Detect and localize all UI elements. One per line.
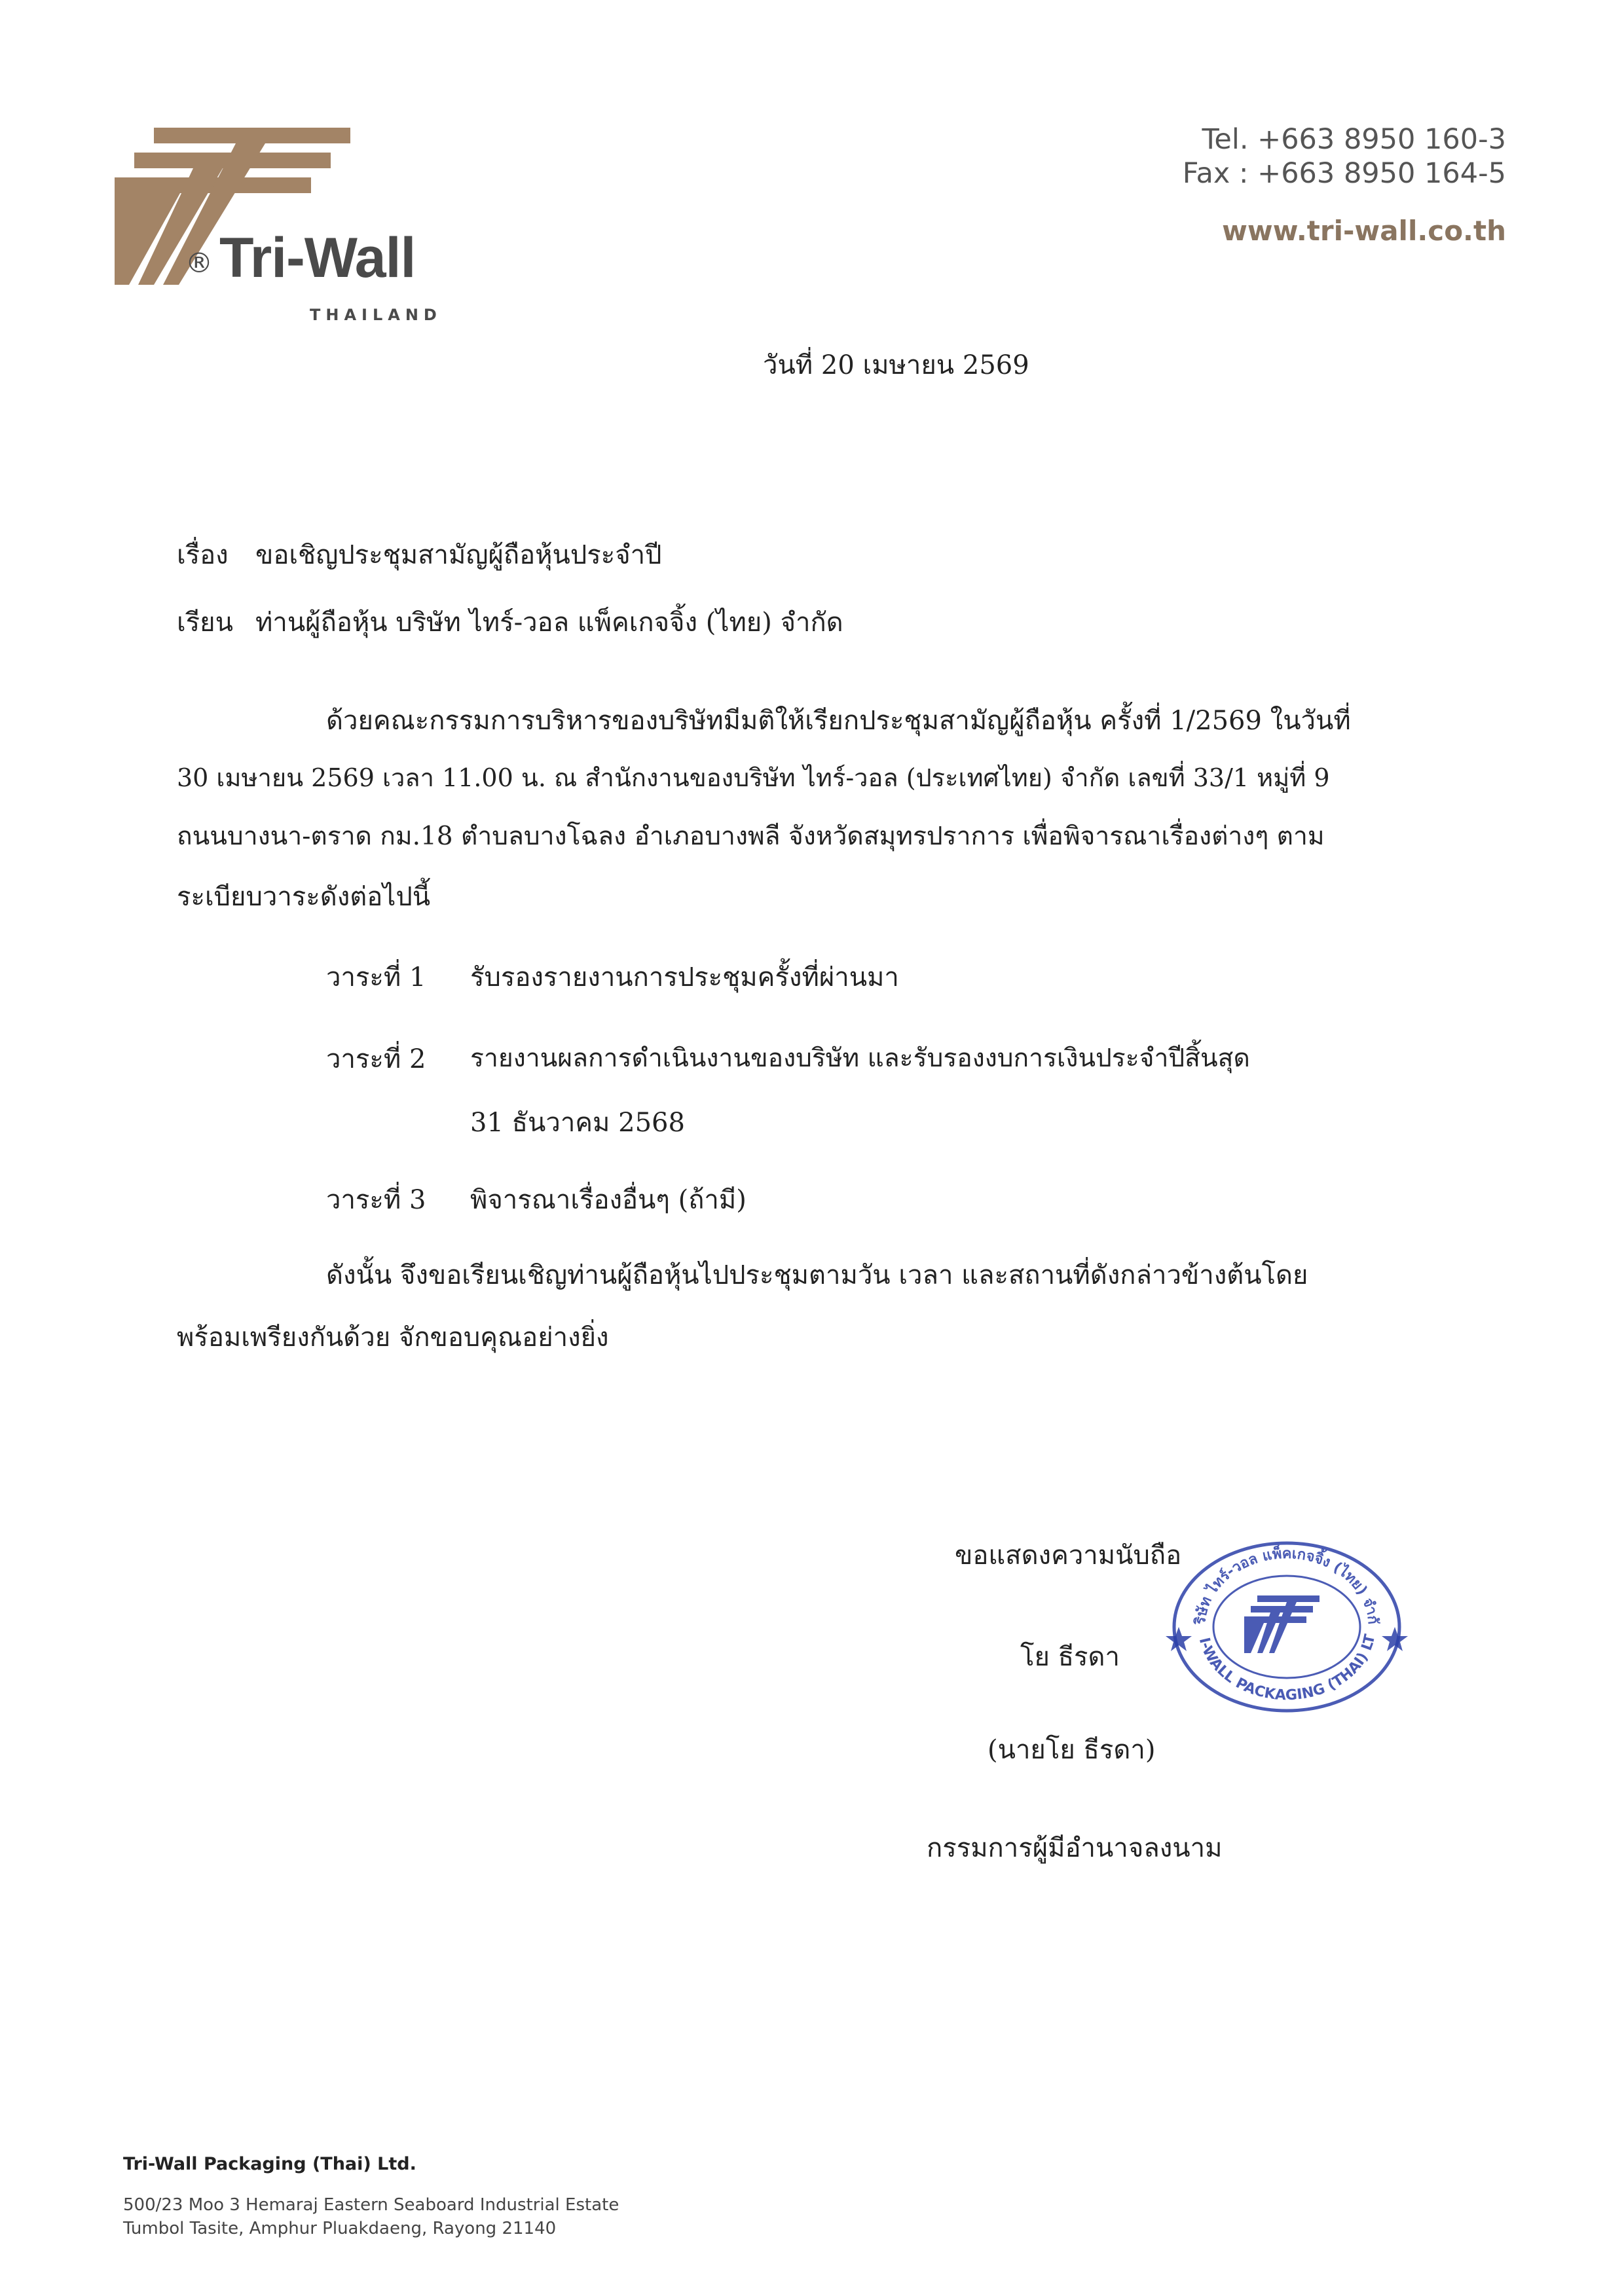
registered-mark: ® xyxy=(185,247,213,279)
subject-text: ขอเชิญประชุมสามัญผู้ถือหุ้นประจำปี xyxy=(255,540,662,570)
agenda-label-1: วาระที่ 1 xyxy=(326,962,426,993)
agenda-text-3: พิจารณาเรื่องอื่นๆ (ถ้ามี) xyxy=(470,1185,747,1215)
signed-name: โย ธีรดา xyxy=(1020,1642,1120,1672)
letter-date: วันที่ 20 เมษายน 2569 xyxy=(763,350,1029,380)
stamp-english-text: I-WALL PACKAGING (THAI) LT xyxy=(1195,1633,1379,1704)
agenda-label-2: วาระที่ 2 xyxy=(326,1044,426,1074)
recipient-text: ท่านผู้ถือหุ้น บริษัท ไทร์-วอล แพ็คเกจจิ้ง (ไทย) จำกัด xyxy=(255,608,843,638)
agenda-label-3: วาระที่ 3 xyxy=(326,1185,426,1215)
footer-address-line-1: 500/23 Moo 3 Hemaraj Eastern Seaboard Industrial Estate xyxy=(123,2195,619,2215)
logo-country: THAILAND xyxy=(310,306,442,324)
agenda-text-1: รับรองรายงานการประชุมครั้งที่ผ่านมา xyxy=(470,962,899,993)
company-stamp xyxy=(1159,1522,1414,1719)
closing-line-2: พร้อมเพรียงกันด้วย จักขอบคุณอย่างยิ่ง xyxy=(177,1322,609,1353)
intro-line-4: ระเบียบวาระดังต่อไปนี้ xyxy=(177,882,431,912)
stamp-seal xyxy=(1159,1522,1414,1719)
agenda-text-2: รายงานผลการดำเนินงานของบริษัท และรับรองงบการเงินประจำปีสิ้นสุด xyxy=(470,1044,1250,1073)
subject-label: เรื่อง xyxy=(177,540,229,570)
fax-number: Fax : +663 8950 164-5 xyxy=(1182,157,1506,190)
regards-text: ขอแสดงความนับถือ xyxy=(955,1540,1182,1571)
footer-company: Tri-Wall Packaging (Thai) Ltd. xyxy=(123,2154,416,2174)
intro-line-3: ถนนบางนา-ตราด กม.18 ตำบลบางโฉลง อำเภอบางพลี จังหวัดสมุทรปราการ เพื่อพิจารณาเรื่องต่างๆ ตาม xyxy=(177,822,1325,851)
full-name: (นายโย ธีรดา) xyxy=(987,1735,1156,1765)
website-link[interactable]: www.tri-wall.co.th xyxy=(1222,215,1506,247)
intro-line-1: ด้วยคณะกรรมการบริหารของบริษัทมีมติให้เรียกประชุมสามัญผู้ถือหุ้น ครั้งที่ 1/2569 ในวันที่ xyxy=(326,706,1351,736)
tel-number: Tel. +663 8950 160-3 xyxy=(1202,123,1506,156)
stamp-thai-text: ริษัท ไทร์-วอล แพ็คเกจจิ้ง (ไทย) จำกั xyxy=(1192,1545,1382,1626)
agenda-text-2-cont: 31 ธันวาคม 2568 xyxy=(470,1108,685,1138)
recipient-label: เรียน xyxy=(177,608,233,638)
logo-name: Tri-Wall xyxy=(219,227,416,289)
footer-address-line-2: Tumbol Tasite, Amphur Pluakdaeng, Rayong 21140 xyxy=(123,2219,557,2238)
closing-line-1: ดังนั้น จึงขอเรียนเชิญท่านผู้ถือหุ้นไปประชุมตามวัน เวลา และสถานที่ดังกล่าวข้างต้นโดย xyxy=(326,1260,1308,1290)
signatory-position: กรรมการผู้มีอำนาจลงนาม xyxy=(927,1833,1223,1863)
intro-line-2: 30 เมษายน 2569 เวลา 11.00 น. ณ สำนักงานของบริษัท ไทร์-วอล (ประเทศไทย) จำกัด เลขที่ 33/1 หมู่ที่ 9 xyxy=(177,763,1330,792)
company-logo xyxy=(115,128,455,331)
